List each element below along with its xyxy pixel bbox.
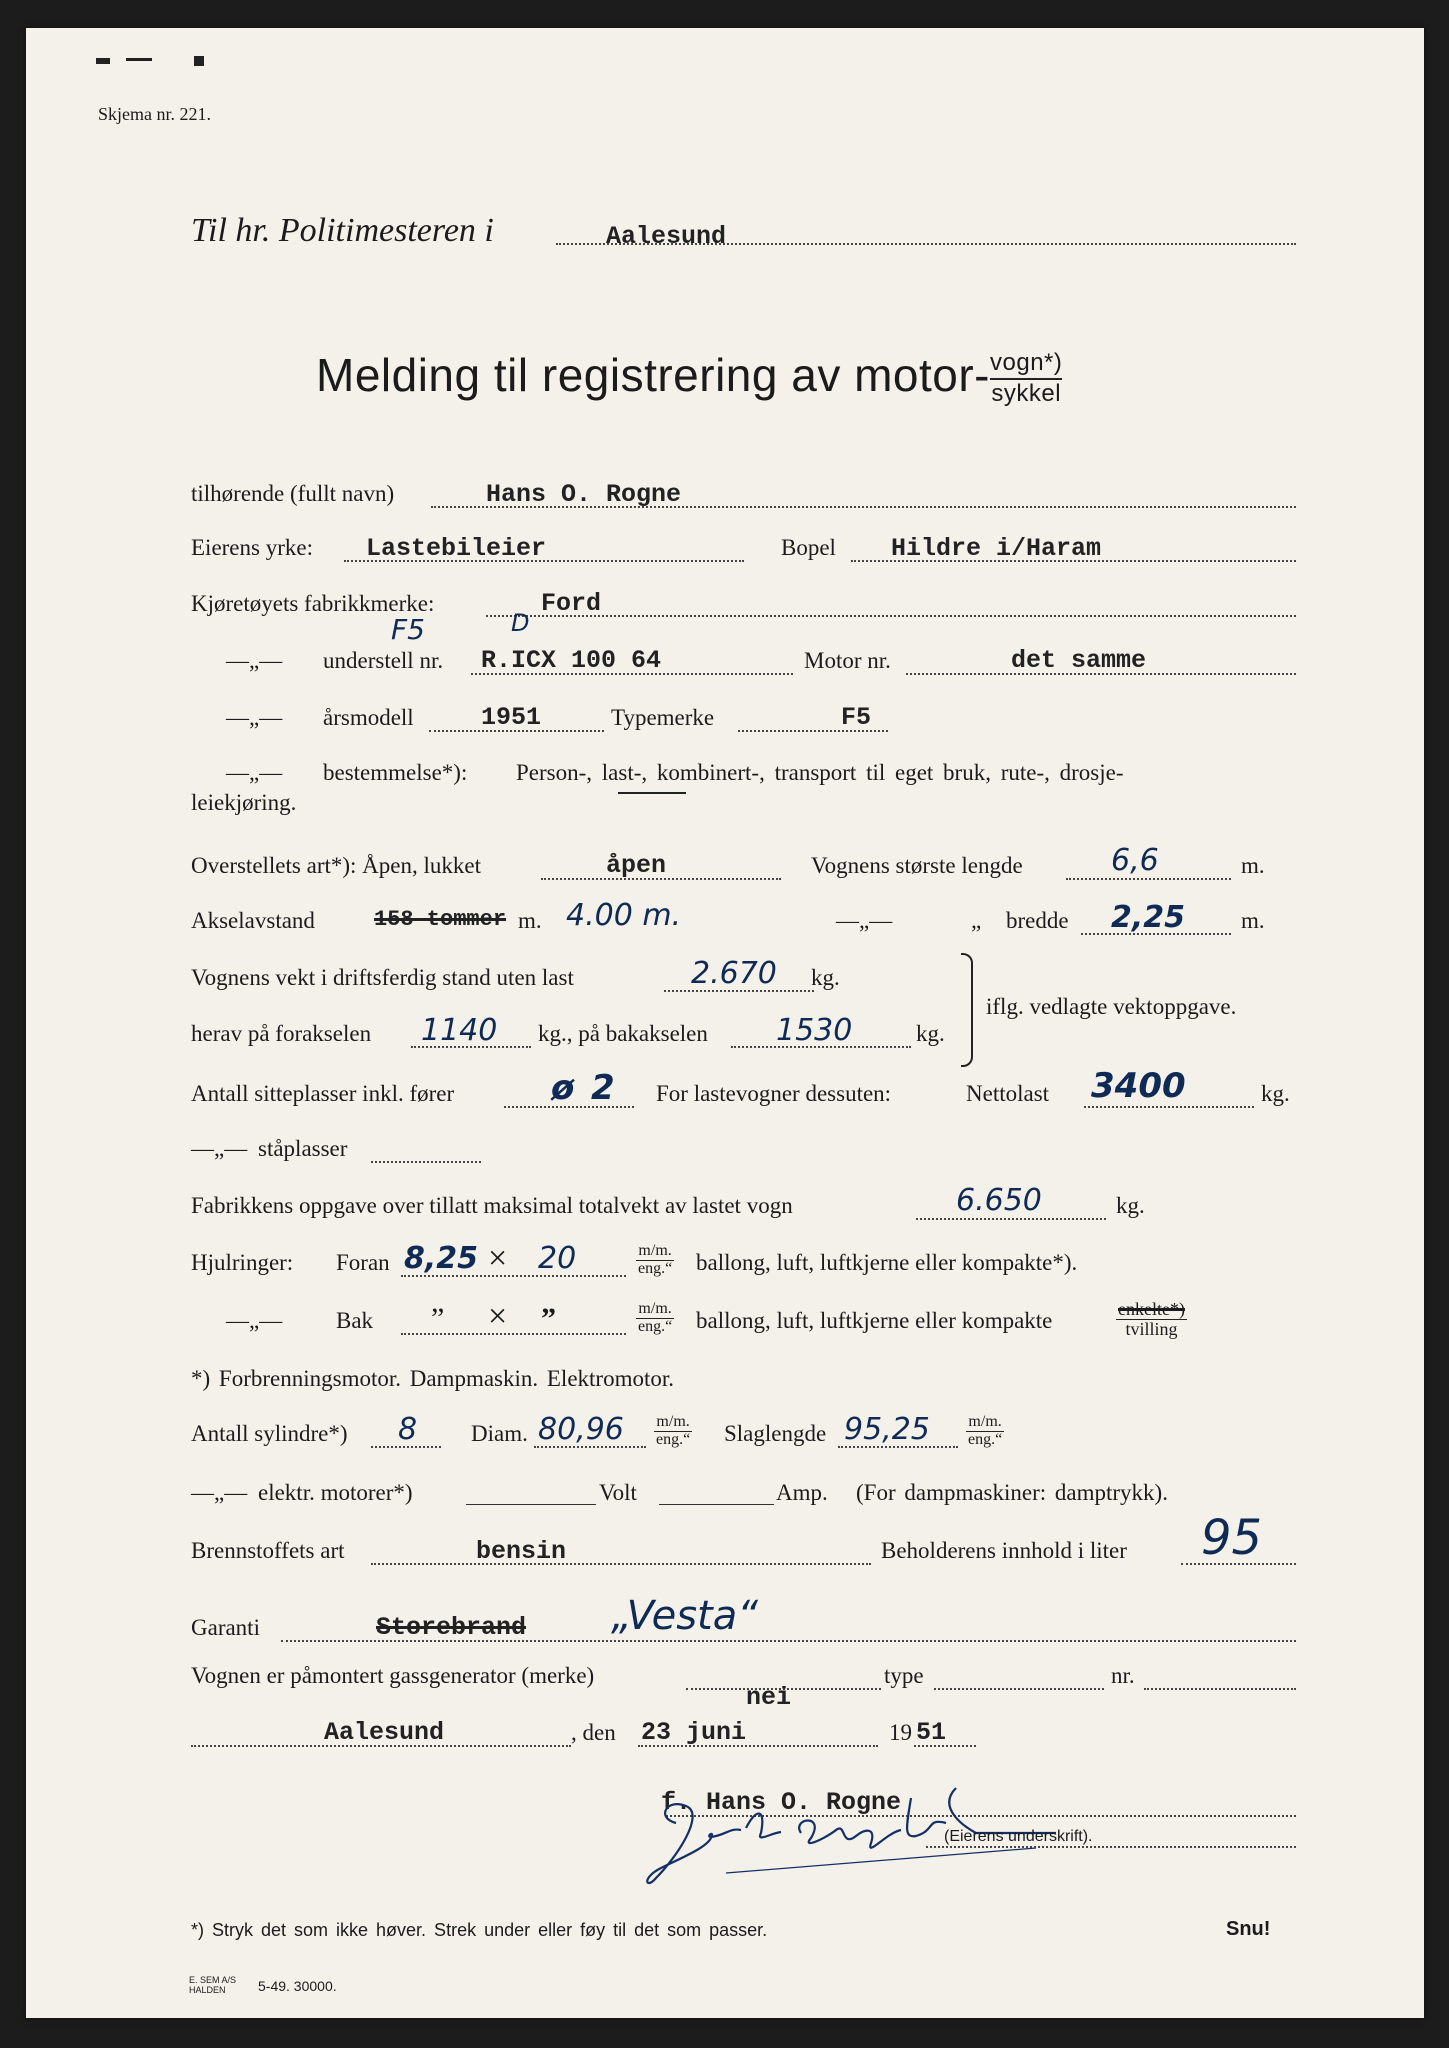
width-quote: „	[971, 908, 982, 933]
footer-note: *) Stryk det som ikke høver. Strek under eller føy til det som passer.	[191, 1920, 768, 1940]
tyres-front-times: ×	[488, 1240, 508, 1277]
make-label: Kjøretøyets fabrikkmerke:	[191, 591, 435, 616]
year-prefix: 19	[889, 1720, 912, 1745]
engine-label: Motor nr.	[804, 648, 891, 673]
seats-value: 2	[591, 1068, 615, 1108]
date-value: 23 juni	[641, 1718, 747, 1747]
weight-value: 2.670	[691, 956, 777, 991]
volt-label: Volt	[599, 1480, 637, 1505]
corner-mark	[194, 56, 204, 66]
residence-value: Hildre i/Haram	[891, 534, 1102, 563]
max-weight-label: Fabrikkens oppgave over tillatt maksimal totalvekt av lastet vogn	[191, 1193, 793, 1218]
length-unit: m.	[1241, 853, 1265, 878]
year-value: 1951	[481, 703, 542, 732]
tyres-rear-label: Bak	[336, 1308, 374, 1333]
diameter-label: Diam.	[471, 1421, 528, 1446]
length-value: 6,6	[1111, 843, 1159, 878]
stroke-unit: $\frac{m/m.}{\text{eng.“}}$	[968, 1413, 1003, 1448]
cylinders-label: Antall sylindre*)	[191, 1421, 348, 1446]
gas-type-label: type	[884, 1663, 924, 1688]
addressee-value: Aalesund	[606, 222, 727, 251]
stroke-value: 95,25	[844, 1412, 930, 1447]
amp-label: Amp.	[776, 1480, 828, 1505]
owner-name-label: tilhørende (fullt navn)	[191, 481, 395, 506]
tyres-front-desc: ballong, luft, luftkjerne eller kompakte*).	[696, 1250, 1078, 1275]
tyres-rear-value-b: ”	[541, 1302, 556, 1335]
guarantee-struck: Storebrand	[376, 1613, 527, 1642]
gas-nr-label: nr.	[1111, 1663, 1135, 1688]
gas-generator-label: Vognen er påmontert gassgenerator (merke)	[191, 1663, 595, 1688]
guarantee-hw: „Vesta“	[611, 1593, 758, 1639]
body-type-value: åpen	[606, 851, 667, 880]
addressee-label: Til hr. Politimesteren i	[191, 212, 494, 249]
tyres-label: Hjulringer:	[191, 1250, 294, 1275]
ditto-mark: —„—	[836, 908, 893, 933]
stroke-label: Slaglengde	[724, 1421, 827, 1446]
gas-generator-value: nei	[746, 1683, 792, 1712]
make-value: Ford	[541, 589, 602, 618]
max-weight-unit: kg.	[1116, 1193, 1145, 1218]
tyres-rear-unit: $\frac{m/m.}{\text{eng.“}}$	[638, 1300, 673, 1335]
wheelbase-struck: 158 tommer	[374, 907, 507, 932]
wheelbase-unit: m.	[518, 908, 542, 933]
wheelbase-hw: 4.00 m.	[566, 898, 682, 933]
form-sheet	[26, 28, 1424, 2018]
width-unit: m.	[1241, 908, 1265, 933]
tank-label: Beholderens innhold i liter	[881, 1538, 1127, 1563]
chassis-value: R.ICX 100 64	[481, 646, 662, 675]
purpose-options: Person-, last-, kombinert-, transport til eget bruk, rute-, drosje-	[516, 760, 1124, 785]
engine-value: det samme	[1011, 646, 1147, 675]
purpose-underline	[618, 792, 686, 794]
fuel-value: bensin	[476, 1537, 567, 1566]
tyres-front-unit: $\frac{m/m.}{\text{eng.“}}$	[638, 1242, 673, 1277]
signature-caption: (Eierens underskrift).	[944, 1828, 1093, 1845]
corner-mark	[96, 58, 110, 64]
electric-motors-line	[466, 1504, 596, 1505]
engine-types: *) Forbrenningsmotor. Dampmaskin. Elektromotor.	[191, 1366, 675, 1391]
electric-motors-label: elektr. motorer*)	[258, 1480, 413, 1505]
printer-mark: E. SEM A/S HALDEN	[189, 1975, 237, 1995]
ditto-mark: —„—	[226, 705, 283, 730]
cylinders-value: 8	[398, 1412, 418, 1447]
form-number: Skjema nr. 221.	[98, 104, 211, 124]
netload-label: Nettolast	[966, 1081, 1050, 1106]
diameter-unit: $\frac{m/m.}{\text{eng.“}}$	[656, 1413, 691, 1448]
tyres-rear-value-a: ”	[431, 1302, 445, 1335]
ditto-mark: —„—	[226, 760, 283, 785]
seats-struck-digit: ø	[551, 1068, 575, 1108]
print-info: 5-49. 30000.	[258, 1978, 337, 1994]
tyres-front-value-b: 20	[538, 1241, 577, 1276]
netload-value: 3400	[1091, 1066, 1186, 1106]
chassis-hw-sup: D	[511, 609, 530, 637]
ditto-mark: —„—	[191, 1136, 248, 1161]
front-axle-value: 1140	[421, 1013, 498, 1048]
place-value: Aalesund	[324, 1718, 445, 1747]
weight-note: iflg. vedlagte vektoppgave.	[986, 994, 1237, 1019]
length-label: Vognens største lengde	[811, 853, 1023, 878]
tyres-rear-desc: ballong, luft, luftkjerne eller kompakte	[696, 1308, 1053, 1333]
body-type-label: Overstellets art*): Åpen, lukket	[191, 853, 481, 878]
type-value: F5	[841, 703, 872, 732]
purpose-label: bestemmelse*):	[323, 760, 468, 785]
steam-note: (For dampmaskiner: damptrykk).	[856, 1480, 1168, 1505]
chassis-hw-prefix: F5	[391, 613, 425, 646]
tyres-rear-option: $\frac{\text{enkelte*)}}{\text{tvilling}}$	[1118, 1299, 1185, 1339]
chassis-label: understell nr.	[323, 648, 444, 673]
ditto-mark: —„—	[226, 1308, 283, 1333]
ditto-mark: —„—	[191, 1480, 248, 1505]
residence-label: Bopel	[781, 535, 836, 560]
rear-axle-label: kg., på bakakselen	[538, 1021, 708, 1046]
purpose-options-cont: leiekjøring.	[191, 790, 297, 815]
wheelbase-label: Akselavstand	[191, 908, 315, 933]
year-label: årsmodell	[323, 705, 414, 730]
weights-brace	[961, 953, 973, 1067]
weight-label: Vognens vekt i driftsferdig stand uten last	[191, 965, 574, 990]
standing-label: ståplasser	[258, 1136, 348, 1161]
occupation-label: Eierens yrke:	[191, 535, 313, 560]
tank-value: 95	[1201, 1510, 1263, 1566]
weight-unit: kg.	[811, 965, 840, 990]
date-den-label: , den	[571, 1720, 616, 1745]
width-value: 2,25	[1111, 900, 1186, 935]
year-suffix: 51	[916, 1718, 947, 1747]
front-axle-label: herav på forakselen	[191, 1021, 372, 1046]
signed-for: f. Hans O. Rogne	[661, 1788, 902, 1817]
tyres-front-value-a: 8,25	[404, 1241, 479, 1276]
ditto-mark: —„—	[226, 648, 283, 673]
rear-axle-unit: kg.	[916, 1021, 945, 1046]
fuel-label: Brennstoffets art	[191, 1538, 345, 1563]
netload-unit: kg.	[1261, 1081, 1290, 1106]
turn-over: Snu!	[1226, 1918, 1271, 1940]
corner-mark	[126, 58, 152, 61]
diameter-value: 80,96	[538, 1412, 624, 1447]
seats-label: Antall sitteplasser inkl. fører	[191, 1081, 455, 1106]
rear-axle-value: 1530	[776, 1013, 853, 1048]
page-title: Melding til registrering av motor- $\frac{\text{vogn*)}}{\text{sykkel}}$	[316, 349, 1063, 407]
max-weight-value: 6.650	[956, 1183, 1042, 1218]
width-label: bredde	[1006, 908, 1069, 933]
tyres-rear-times: ×	[488, 1298, 508, 1335]
owner-name-value: Hans O. Rogne	[486, 480, 682, 509]
volt-line	[659, 1504, 774, 1505]
lorry-label: For lastevogner dessuten:	[656, 1081, 892, 1106]
guarantee-label: Garanti	[191, 1615, 260, 1640]
tyres-front-label: Foran	[336, 1250, 390, 1275]
type-label: Typemerke	[611, 705, 715, 730]
occupation-value: Lastebileier	[366, 534, 547, 563]
